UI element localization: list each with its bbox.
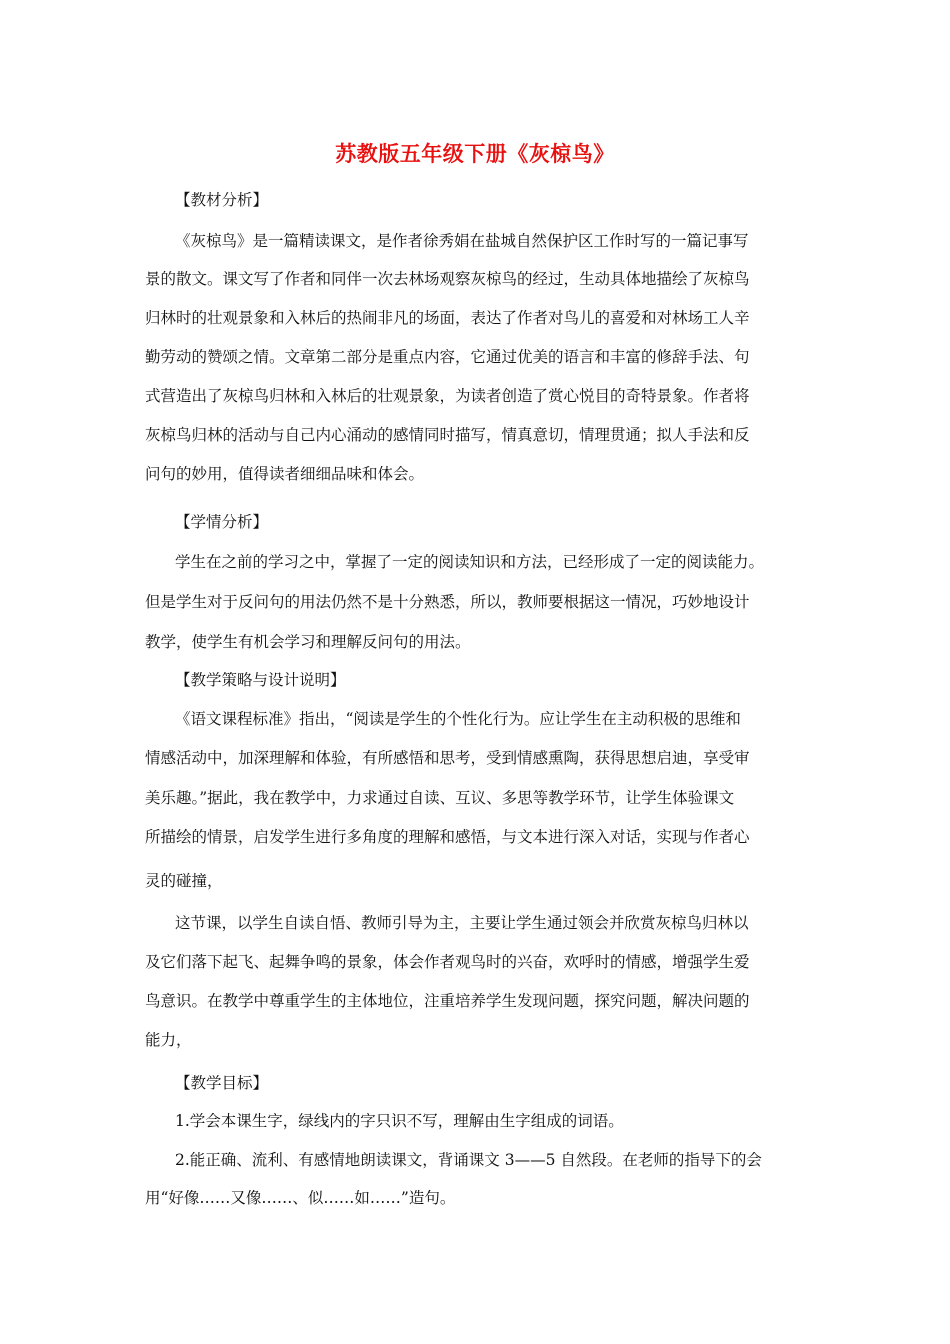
paragraph-line: 归林时的壮观景象和入林后的热闹非凡的场面，表达了作者对鸟儿的喜爱和对林场工人辛 <box>145 309 750 327</box>
section-heading-learner-analysis: 【学情分析】 <box>175 513 269 531</box>
paragraph-line: 《灰椋鸟》是一篇精读课文，是作者徐秀娟在盐城自然保护区工作时写的一篇记事写 <box>175 232 749 250</box>
paragraph-line: 但是学生对于反问句的用法仍然不是十分熟悉，所以，教师要根据这一情况，巧妙地设计 <box>145 593 750 611</box>
paragraph-line: 灵的碰撞， <box>145 872 223 890</box>
paragraph-line: 能力， <box>145 1031 192 1049</box>
paragraph-line: 问句的妙用，值得读者细细品味和体会。 <box>145 465 425 483</box>
paragraph-line: 这节课，以学生自读自悟、教师引导为主，主要让学生通过领会并欣赏灰椋鸟归林以 <box>175 914 749 932</box>
paragraph-line: 教学，使学生有机会学习和理解反问句的用法。 <box>145 633 471 651</box>
paragraph-line: 情感活动中，加深理解和体验，有所感悟和思考，受到情感熏陶，获得思想启迪，享受审 <box>145 749 750 767</box>
section-heading-teaching-strategy: 【教学策略与设计说明】 <box>175 671 346 689</box>
goal-item: 2.能正确、流利、有感情地朗读课文，背诵课文 3——5 自然段。在老师的指导下的会 <box>175 1151 762 1169</box>
paragraph-line: 勤劳动的赞颂之情。文章第二部分是重点内容，它通过优美的语言和丰富的修辞手法、句 <box>145 348 750 366</box>
paragraph-line: 学生在之前的学习之中，掌握了一定的阅读知识和方法，已经形成了一定的阅读能力。 <box>175 553 765 571</box>
paragraph-line: 灰椋鸟归林的活动与自己内心涌动的感情同时描写，情真意切，情理贯通；拟人手法和反 <box>145 426 750 444</box>
paragraph-line: 《语文课程标准》指出，“阅读是学生的个性化行为。应让学生在主动积极的思维和 <box>175 710 741 728</box>
paragraph-line: 及它们落下起飞、起舞争鸣的景象，体会作者观鸟时的兴奋，欢呼时的情感，增强学生爱 <box>145 953 750 971</box>
paragraph-line: 景的散文。课文写了作者和同伴一次去林场观察灰椋鸟的经过，生动具体地描绘了灰椋鸟 <box>145 270 750 288</box>
goal-item: 1.学会本课生字，绿线内的字只识不写，理解由生字组成的词语。 <box>175 1112 624 1130</box>
paragraph-line: 式营造出了灰椋鸟归林和入林后的壮观景象，为读者创造了赏心悦目的奇特景象。作者将 <box>145 387 750 405</box>
paragraph-line: 美乐趣。”据此，我在教学中，力求通过自读、互议、多思等教学环节，让学生体验课文 <box>145 789 735 807</box>
section-heading-teaching-goals: 【教学目标】 <box>175 1074 269 1092</box>
section-heading-textbook-analysis: 【教材分析】 <box>175 191 269 209</box>
document-title: 苏教版五年级下册《灰椋鸟》 <box>335 141 615 166</box>
paragraph-line: 鸟意识。在教学中尊重学生的主体地位，注重培养学生发现问题，探究问题，解决问题的 <box>145 992 750 1010</box>
paragraph-line: 用“好像……又像……、似……如……”造句。 <box>145 1189 456 1207</box>
paragraph-line: 所描绘的情景，启发学生进行多角度的理解和感悟，与文本进行深入对话，实现与作者心 <box>145 828 750 846</box>
